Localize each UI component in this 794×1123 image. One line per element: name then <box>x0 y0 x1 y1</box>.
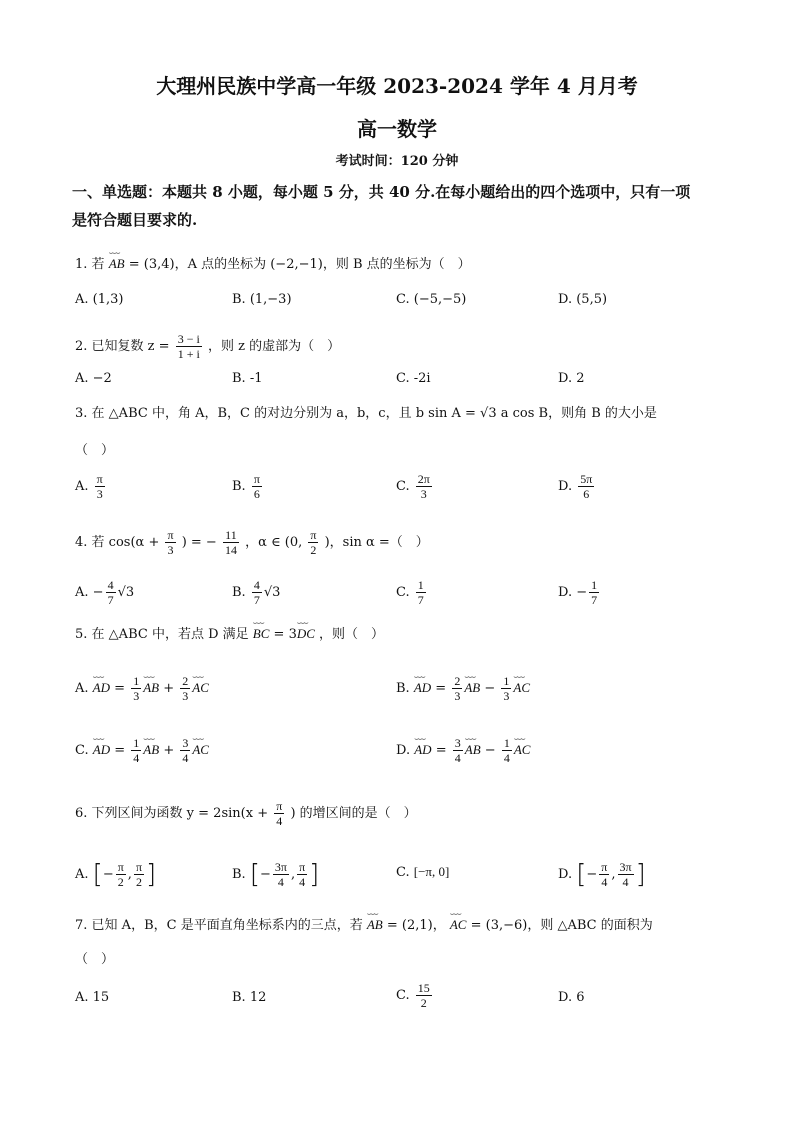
q5-opt-c-vec-ab: ⌣⌣⌣ AB <box>143 740 159 760</box>
q5-option-a: A. ⌣⌣⌣ AD = $\frac{1}{3}$ ⌣⌣⌣ AB + $\frac{2}{3}$ ⌣⌣⌣ AC <box>75 674 209 703</box>
q3-opt-d-den: 6 <box>583 487 590 501</box>
q5-opt-b-c1-den: 3 <box>454 689 461 703</box>
q4-f3-den: 2 <box>310 543 317 557</box>
q5-opt-a-c2-num: 2 <box>182 674 189 688</box>
q4-opt-c-frac <box>416 578 426 607</box>
q3-opt-c-den: 3 <box>420 487 427 501</box>
q2-text-b: ，则 z 的虚部为（ ） <box>207 339 341 354</box>
q3-opt-c-label: C. <box>396 479 410 494</box>
q7-opt-c-num: 15 <box>417 981 430 995</box>
q7-vector-ab: ⌣⌣⌣ AB <box>367 915 383 935</box>
q5-opt-d-frac1 <box>453 736 463 765</box>
q6-opt-b-frac1 <box>273 860 289 889</box>
q5-vector-dc: ⌣⌣⌣ DC <box>297 624 315 644</box>
q4-opt-a-num: 4 <box>107 578 114 592</box>
q5-opt-b-op: − <box>484 681 496 696</box>
q6-option-b: B. [− $\frac{3\pi}{4}$ , $\frac{\pi}{4}$ ] <box>232 859 320 890</box>
q3-opt-d-label: D. <box>558 479 573 494</box>
q4-opt-b-label: B. <box>232 585 246 600</box>
q4-f3-num: π <box>310 528 317 542</box>
q5-opt-b-frac2 <box>501 674 511 703</box>
q7-option-d: D. 6 <box>558 990 585 1005</box>
q3-option-d <box>558 472 596 501</box>
q4-opt-a-pre: − <box>92 585 104 600</box>
q6-opt-d-frac2 <box>618 860 634 889</box>
q5-opt-b-c2-num: 1 <box>503 674 510 688</box>
q1-option-a: A. (1,3) <box>75 292 124 307</box>
q5-opt-c-op: + <box>163 743 175 758</box>
q6-opt-b-sign: − <box>259 867 271 882</box>
q6-opt-d-label: D. <box>558 867 573 882</box>
q5-opt-d-vec-ab: ⌣⌣⌣ AB <box>465 740 481 760</box>
q3-option-b <box>232 472 264 501</box>
q7-opt-c-label: C. <box>396 988 410 1003</box>
question-2 <box>75 332 735 361</box>
q4-opt-b-frac <box>252 578 262 607</box>
q6-option-c <box>396 862 449 883</box>
q7-text-b: = (2,1)， <box>386 918 446 933</box>
q5-text-a: 在 △ABC 中，若点 D 满足 <box>91 627 249 642</box>
q6-opt-a-frac2 <box>134 860 144 889</box>
q5-opt-c-c2-num: 3 <box>182 736 189 750</box>
q5-vector-bc: ⌣⌣⌣ BC <box>253 624 270 644</box>
q5-opt-c-c1-num: 1 <box>133 736 140 750</box>
q5-opt-b-frac1 <box>452 674 462 703</box>
q5-opt-d-c2-num: 1 <box>503 736 510 750</box>
q4-f1-num: π <box>167 528 174 542</box>
q5-opt-c-frac2 <box>180 736 190 765</box>
q5-opt-a-vec-ac: ⌣⌣⌣ AC <box>192 678 209 698</box>
q5-opt-a-c1-num: 1 <box>133 674 140 688</box>
q6-fraction <box>274 799 284 828</box>
q6-text-a: 下列区间为函数 y = 2sin(x + <box>91 806 269 821</box>
q5-number: 5. <box>75 627 88 642</box>
q5-opt-d-c2-den: 4 <box>503 751 510 765</box>
q4-f2-den: 14 <box>224 543 237 557</box>
q6-opt-b-n2: π <box>299 860 306 874</box>
q6-opt-d-n2: 3π <box>619 860 632 874</box>
exam-time: 考试时间：120 分钟 <box>335 154 459 169</box>
q4-opt-a-frac <box>106 578 116 607</box>
q5-opt-b-vec-ac: ⌣⌣⌣ AC <box>513 678 530 698</box>
q7-paren: （ ） <box>75 952 115 967</box>
q3-opt-a-frac <box>95 472 105 501</box>
q4-opt-d-den: 7 <box>591 593 598 607</box>
q2-fraction <box>176 332 202 361</box>
q1-number: 1. <box>75 257 88 272</box>
q5-opt-a-c2-den: 3 <box>182 689 189 703</box>
q1-text-b: = (3,4)，A 点的坐标为 (−2,−1)，则 B 点的坐标为（ ） <box>128 257 471 272</box>
q5-eq: = 3 <box>273 627 297 642</box>
q4-opt-d-label: D. <box>558 585 573 600</box>
q5-opt-c-c2-den: 4 <box>182 751 189 765</box>
q3-opt-a-label: A. <box>75 479 89 494</box>
q3-opt-d-frac <box>578 472 594 501</box>
question-7 <box>75 915 735 936</box>
q2-option-b: B. -1 <box>232 371 263 386</box>
section-heading-line1: 一、单选题：本题共 8 小题，每小题 5 分，共 40 分.在每小题给出的四个选项中，只有一项 <box>72 183 691 201</box>
q3-opt-b-den: 6 <box>253 487 260 501</box>
q3-opt-d-num: 5π <box>580 472 593 486</box>
q6-f-den: 4 <box>276 814 283 828</box>
q5-opt-b-c1-num: 2 <box>454 674 461 688</box>
q6-opt-b-label: B. <box>232 867 246 882</box>
q1-text-a: 若 <box>91 257 105 272</box>
q7-text-a: 已知 A，B，C 是平面直角坐标系内的三点，若 <box>91 918 363 933</box>
q6-option-d: D. [− $\frac{\pi}{4}$ , $\frac{3\pi}{4}$ ] <box>558 859 646 890</box>
q4-opt-a-den: 7 <box>107 593 114 607</box>
q6-opt-b-d1: 4 <box>277 875 284 889</box>
q6-opt-d-frac1 <box>599 860 609 889</box>
q3-opt-a-den: 3 <box>96 487 103 501</box>
q1-option-d: D. (5,5) <box>558 292 608 307</box>
q2-number: 2. <box>75 339 88 354</box>
q7-number: 7. <box>75 918 88 933</box>
q6-opt-a-label: A. <box>75 867 89 882</box>
q4-opt-c-label: C. <box>396 585 410 600</box>
q5-opt-b-label: B. <box>396 681 410 696</box>
q7-option-c <box>396 981 434 1010</box>
q5-opt-d-label: D. <box>396 743 411 758</box>
q4-option-c <box>396 578 428 607</box>
q4-opt-b-den: 7 <box>253 593 260 607</box>
q3-opt-b-frac <box>252 472 262 501</box>
q6-opt-d-n1: π <box>601 860 608 874</box>
q3-opt-b-label: B. <box>232 479 246 494</box>
q4-text-b: ) = − <box>181 535 217 550</box>
q5-option-b: B. ⌣⌣⌣ AD = $\frac{2}{3}$ ⌣⌣⌣ AB − $\frac{1}{3}$ ⌣⌣⌣ AC <box>396 674 530 703</box>
q6-f-num: π <box>276 799 283 813</box>
q2-option-a: A. −2 <box>75 371 112 386</box>
q6-opt-c-value: [−π, 0] <box>413 864 450 879</box>
q5-opt-c-c1-den: 4 <box>133 751 140 765</box>
q1-vector-ab: ⌣⌣⌣ AB <box>109 254 125 274</box>
q4-opt-d-num: 1 <box>591 578 598 592</box>
q5-opt-d-op: − <box>484 743 496 758</box>
q4-text-d: )，sin α =（ ） <box>324 535 429 550</box>
q4-opt-b-num: 4 <box>253 578 260 592</box>
q4-frac-2 <box>223 528 239 557</box>
q3-opt-a-num: π <box>96 472 103 486</box>
q4-number: 4. <box>75 535 88 550</box>
question-6 <box>75 799 735 828</box>
q5-opt-b-vec-ab: ⌣⌣⌣ AB <box>464 678 480 698</box>
question-4 <box>75 528 735 557</box>
q4-option-a <box>75 578 134 607</box>
q5-opt-c-frac1 <box>131 736 141 765</box>
q6-opt-d-sign: − <box>586 867 598 882</box>
q5-opt-a-c1-den: 3 <box>133 689 140 703</box>
q7-opt-c-frac <box>416 981 432 1010</box>
q6-opt-b-frac2 <box>297 860 307 889</box>
q2-option-c: C. -2i <box>396 371 431 386</box>
q4-opt-b-post: √3 <box>263 585 281 600</box>
question-3 <box>75 404 735 424</box>
q5-text-b: ，则（ ） <box>319 627 385 642</box>
q6-opt-a-comma: , <box>127 867 132 882</box>
q5-opt-c-vec-ac: ⌣⌣⌣ AC <box>192 740 209 760</box>
q6-opt-c-label: C. <box>396 865 410 880</box>
q5-opt-a-label: A. <box>75 681 89 696</box>
q7-option-b: B. 12 <box>232 990 267 1005</box>
q4-f1-den: 3 <box>167 543 174 557</box>
section-heading <box>72 178 732 234</box>
section-heading-line2: 是符合题目要求的. <box>72 211 198 229</box>
q4-opt-c-num: 1 <box>417 578 424 592</box>
q4-opt-a-label: A. <box>75 585 89 600</box>
q3-opt-c-num: 2π <box>417 472 430 486</box>
q7-vector-ac: ⌣⌣⌣ AC <box>450 915 467 935</box>
q6-opt-b-d2: 4 <box>299 875 306 889</box>
q6-option-a: A. [− $\frac{\pi}{2}$ , $\frac{\pi}{2}$ ] <box>75 859 157 890</box>
q2-frac-den: 1 + i <box>177 347 200 361</box>
q5-opt-b-vec-ad: ⌣⌣⌣ AD <box>414 678 431 698</box>
q4-opt-d-frac <box>589 578 599 607</box>
q1-option-b: B. (1,−3) <box>232 292 292 307</box>
q3-number: 3. <box>75 406 88 421</box>
q7-option-a: A. 15 <box>75 990 110 1005</box>
q5-option-d: D. ⌣⌣⌣ AD = $\frac{3}{4}$ ⌣⌣⌣ AB − $\frac{1}{4}$ ⌣⌣⌣ AC <box>396 736 530 765</box>
q6-text-b: ) 的增区间的是（ ） <box>290 806 417 821</box>
q4-frac-3 <box>308 528 318 557</box>
q5-opt-c-label: C. <box>75 743 89 758</box>
q3-paren: （ ） <box>75 443 115 458</box>
q5-opt-a-frac1 <box>131 674 141 703</box>
q3-opt-c-frac <box>416 472 432 501</box>
q7-text-c: = (3,−6)，则 △ABC 的面积为 <box>470 918 653 933</box>
q3-option-c <box>396 472 434 501</box>
q5-opt-a-vec-ab: ⌣⌣⌣ AB <box>143 678 159 698</box>
q4-opt-c-den: 7 <box>417 593 424 607</box>
q5-opt-d-c1-num: 3 <box>454 736 461 750</box>
q5-opt-b-c2-den: 3 <box>503 689 510 703</box>
q5-opt-a-vec-ad: ⌣⌣⌣ AD <box>93 678 110 698</box>
q6-opt-d-d1: 4 <box>601 875 608 889</box>
q7-opt-c-den: 2 <box>420 996 427 1010</box>
q5-opt-c-vec-ad: ⌣⌣⌣ AD <box>93 740 110 760</box>
q6-opt-a-n2: π <box>135 860 142 874</box>
q6-opt-a-n1: π <box>117 860 124 874</box>
q4-opt-d-pre: − <box>576 585 588 600</box>
q5-opt-a-frac2 <box>180 674 190 703</box>
q4-option-d <box>558 578 601 607</box>
q1-option-c: C. (−5,−5) <box>396 292 467 307</box>
q5-opt-d-frac2 <box>502 736 512 765</box>
q4-option-b <box>232 578 280 607</box>
q6-opt-a-d2: 2 <box>135 875 142 889</box>
q2-option-d: D. 2 <box>558 371 585 386</box>
q4-text-a: 若 cos(α + <box>91 535 160 550</box>
q6-opt-d-d2: 4 <box>622 875 629 889</box>
q6-opt-a-d1: 2 <box>117 875 124 889</box>
q5-opt-a-op: + <box>163 681 175 696</box>
q2-text-a: 已知复数 z = <box>91 339 170 354</box>
q6-number: 6. <box>75 806 88 821</box>
q6-opt-a-frac1 <box>116 860 126 889</box>
q2-frac-num: 3 − i <box>177 332 200 346</box>
q6-opt-b-comma: , <box>290 867 296 882</box>
q4-frac-1 <box>165 528 175 557</box>
q6-opt-d-comma: , <box>611 867 616 882</box>
question-1 <box>75 254 735 275</box>
q5-opt-d-vec-ad: ⌣⌣⌣ AD <box>414 740 431 760</box>
q5-opt-d-vec-ac: ⌣⌣⌣ AC <box>514 740 531 760</box>
q3-text: 在 △ABC 中，角 A，B，C 的对边分别为 a，b，c，且 b sin A = √3 a cos B，则角 B 的大小是 <box>91 406 657 421</box>
q6-opt-b-n1: 3π <box>274 860 287 874</box>
q4-f2-num: 11 <box>225 528 237 542</box>
q4-text-c: ，α ∈ (0, <box>245 535 303 550</box>
q5-option-c: C. ⌣⌣⌣ AD = $\frac{1}{4}$ ⌣⌣⌣ AB + $\frac{3}{4}$ ⌣⌣⌣ AC <box>75 736 209 765</box>
q6-opt-a-sign: − <box>102 867 114 882</box>
exam-subject: 高一数学 <box>357 117 437 141</box>
q3-opt-b-num: π <box>253 472 260 486</box>
question-5 <box>75 624 735 645</box>
q4-opt-a-post: √3 <box>117 585 135 600</box>
q5-opt-d-c1-den: 4 <box>454 751 461 765</box>
q3-option-a <box>75 472 107 501</box>
exam-title: 大理州民族中学高一年级 2023-2024 学年 4 月月考 <box>156 74 638 98</box>
